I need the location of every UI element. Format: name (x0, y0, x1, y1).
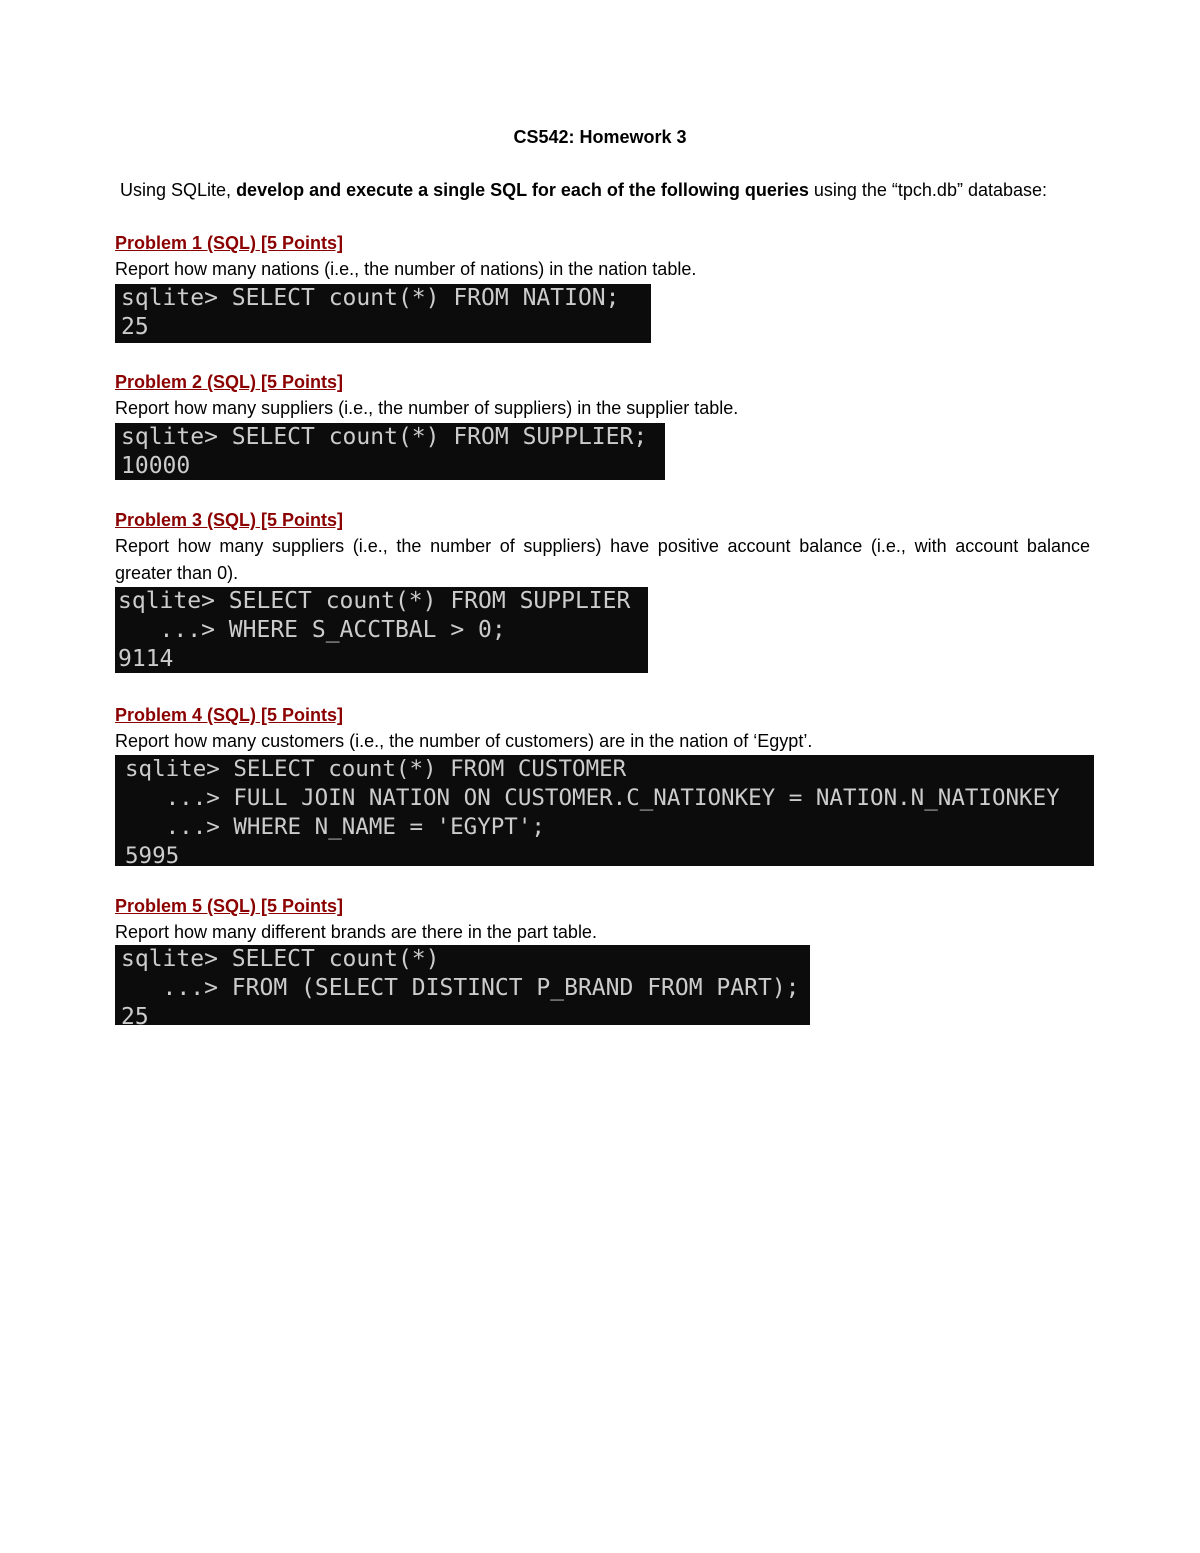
terminal-line: ...> FULL JOIN NATION ON CUSTOMER.C_NATIONKEY = NATION.N_NATIONKEY (125, 785, 1060, 811)
intro-bold: develop and execute a single SQL for each of the following queries (236, 180, 809, 200)
terminal-screenshot (115, 284, 651, 343)
terminal-line: sqlite> SELECT count(*) FROM SUPPLIER; (121, 424, 648, 450)
problem-text: Report how many suppliers (i.e., the number of suppliers) have positive account balance (i.e., with account balance greater than 0). (115, 536, 1090, 583)
intro-suffix: using the “tpch.db” database: (808, 180, 1048, 200)
problem-heading: Problem 3 (SQL) [5 Points] (115, 510, 344, 530)
terminal-screenshot (115, 423, 665, 480)
terminal-line: 25 (121, 1004, 149, 1025)
intro-prefix: Using SQLite, (120, 180, 237, 200)
terminal-line: sqlite> SELECT count(*) FROM SUPPLIER (118, 588, 631, 614)
problem-1 (115, 230, 1090, 343)
terminal-line: sqlite> SELECT count(*) FROM CUSTOMER (125, 756, 627, 782)
terminal-line: ...> WHERE N_NAME = 'EGYPT'; (125, 814, 545, 840)
problem-heading: Problem 4 (SQL) [5 Points] (115, 705, 344, 725)
terminal-line: ...> WHERE S_ACCTBAL > 0; (118, 617, 506, 643)
page-title: CS542: Homework 3 (513, 127, 687, 147)
terminal-screenshot (115, 587, 648, 673)
problem-heading: Problem 2 (SQL) [5 Points] (115, 372, 344, 392)
terminal-line: 10000 (121, 453, 191, 479)
terminal-line: 25 (121, 314, 149, 340)
terminal-screenshot (115, 945, 810, 1025)
intro-paragraph (120, 180, 1100, 201)
terminal-line: sqlite> SELECT count(*) (121, 946, 440, 972)
terminal-screenshot (115, 755, 1094, 866)
problem-text: Report how many customers (i.e., the number of customers) are in the nation of ‘Egypt’. (115, 731, 813, 751)
problem-heading: Problem 5 (SQL) [5 Points] (115, 896, 344, 916)
terminal-line: 5995 (125, 843, 180, 866)
problem-text: Report how many nations (i.e., the number of nations) in the nation table. (115, 259, 697, 279)
problem-heading: Problem 1 (SQL) [5 Points] (115, 233, 344, 253)
problem-2 (115, 369, 1090, 480)
problem-4 (115, 702, 1090, 866)
problem-5 (115, 893, 1090, 1025)
terminal-line: 9114 (118, 646, 174, 672)
terminal-line: ...> FROM (SELECT DISTINCT P_BRAND FROM PART); (121, 975, 800, 1001)
terminal-line: sqlite> SELECT count(*) FROM NATION; (121, 285, 620, 311)
problem-text: Report how many suppliers (i.e., the number of suppliers) in the supplier table. (115, 398, 739, 418)
problem-3 (115, 507, 1090, 673)
problem-text: Report how many different brands are there in the part table. (115, 922, 597, 942)
